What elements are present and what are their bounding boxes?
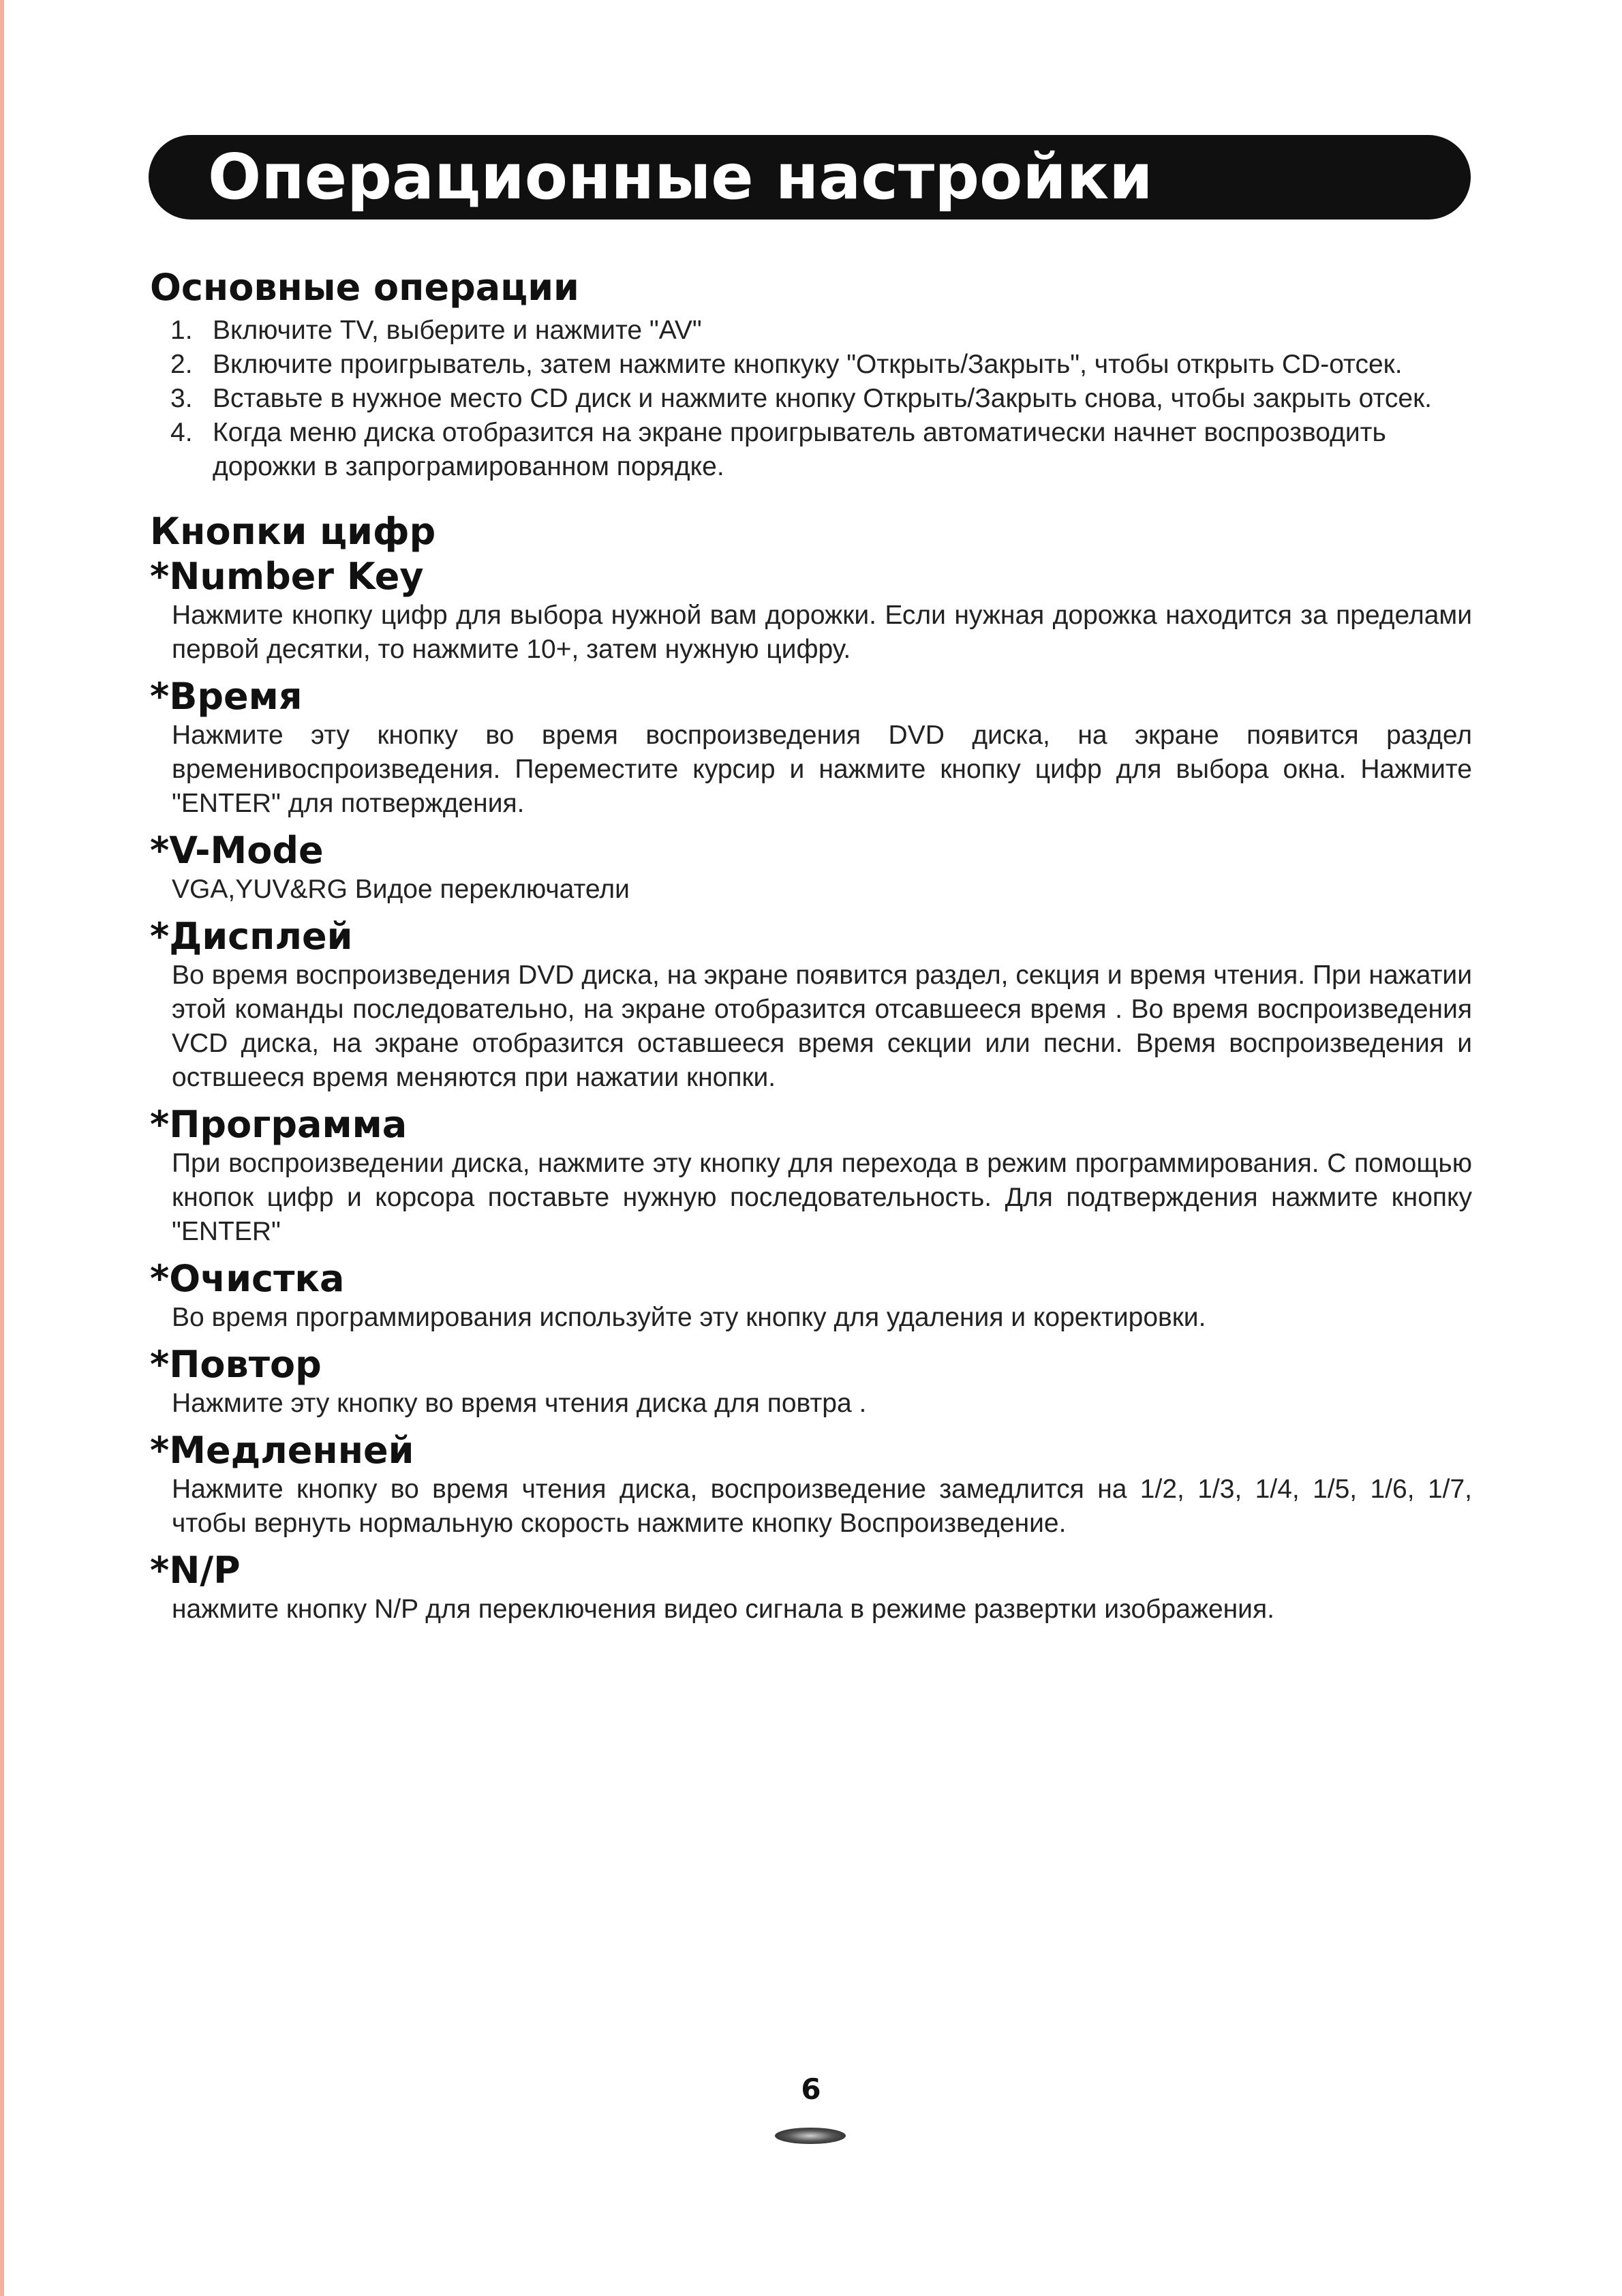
entry-title: *N/P	[150, 1549, 241, 1592]
list-item	[150, 314, 1472, 348]
entry-description: Во время воспроизведения DVD диска, на экране появится раздел, секция и время чтения. При нажатии этой команды последовательно, на экране отобразится отсавшееся время . Во время воспроизведения VCD диска, на экране отобразится оставшееся время секции или песни. Время воспроизведения и оствшееся время меняются при нажатии кнопки.	[172, 961, 1472, 1092]
step-text: Включите TV, выберите и нажмите "AV"	[213, 316, 702, 345]
entry-title: *Number Key	[150, 555, 424, 598]
entry-number-key	[150, 555, 1472, 667]
entry-time	[150, 675, 1472, 821]
entry-program	[150, 1103, 1472, 1249]
entry-description: Нажмите эту кнопку во время чтения диска для повтра .	[172, 1389, 867, 1418]
step-text: Вставьте в нужное место CD диск и нажмите кнопку Открыть/Закрыть снова, чтобы закрыть отсек.	[213, 384, 1432, 413]
entry-description: Нажмите эту кнопку во время воспроизведения DVD диска, на экране появится раздел временивоспроизведения. Переместите курсир и нажмите кнопку цифр для выбора окна. Нажмите "ENTER" для потверждения.	[172, 721, 1472, 818]
step-text: Включите проигрыватель, затем нажмите кнопкуку "Открыть/Закрыть", чтобы открыть CD-отсек.	[213, 350, 1403, 379]
step-number: 4.	[170, 418, 193, 447]
page-content	[150, 265, 1472, 1627]
entry-description: VGA,YUV&RG Видое переключатели	[172, 875, 630, 904]
entry-title: *Время	[150, 675, 303, 718]
entry-clear	[150, 1257, 1472, 1335]
entry-n-p	[150, 1549, 1472, 1627]
list-item	[150, 382, 1472, 416]
page-number-ornament	[775, 2128, 846, 2144]
list-item	[150, 416, 1472, 484]
basic-operations-heading: Основные операции	[150, 266, 579, 309]
page-number: 6	[801, 2072, 821, 2106]
step-number: 3.	[170, 384, 193, 413]
entry-v-mode	[150, 829, 1472, 907]
entry-description: Нажмите кнопку во время чтения диска, воспроизведение замедлится на 1/2, 1/3, 1/4, 1/5, 1/6, 1/7, чтобы вернуть нормальную скорость нажмите кнопку Воспроизведение.	[172, 1475, 1472, 1538]
entry-description: Нажмите кнопку цифр для выбора нужной вам дорожки. Если нужная дорожка находится за пределами первой десятки, то нажмите 10+, затем нужную цифру.	[172, 601, 1472, 664]
basic-operations-list	[150, 314, 1472, 484]
entry-title: *Медленней	[150, 1429, 414, 1472]
entry-repeat	[150, 1343, 1472, 1421]
number-buttons-heading: Кнопки цифр	[150, 510, 436, 553]
step-number: 1.	[170, 316, 193, 345]
entry-description: Во время программирования используйте эту кнопку для удаления и коректировки.	[172, 1303, 1206, 1332]
entry-slow	[150, 1429, 1472, 1541]
step-number: 2.	[170, 350, 193, 379]
step-text: Когда меню диска отобразится на экране проигрыватель автоматически начнет воспрозводить дорожки в запрограмированном порядке.	[213, 418, 1386, 481]
entry-description: При воспроизведении диска, нажмите эту кнопку для перехода в режим программирования. С помощью кнопок цифр и корсора поставьте нужную последовательность. Для подтверждения нажмите кнопку "ENTER"	[172, 1149, 1472, 1246]
page-edge-rule	[0, 0, 4, 2296]
entry-title: *Повтор	[150, 1343, 322, 1386]
entry-title: *V-Mode	[150, 829, 324, 872]
page-title: Операционные настройки	[208, 140, 1153, 213]
entry-title: *Программа	[150, 1103, 408, 1146]
list-item	[150, 348, 1472, 382]
entry-description: нажмите кнопку N/P для переключения видео сигнала в режиме развертки изображения.	[172, 1595, 1274, 1624]
entry-title: *Очистка	[150, 1257, 345, 1300]
entry-title: *Дисплей	[150, 915, 353, 958]
entry-display	[150, 915, 1472, 1095]
